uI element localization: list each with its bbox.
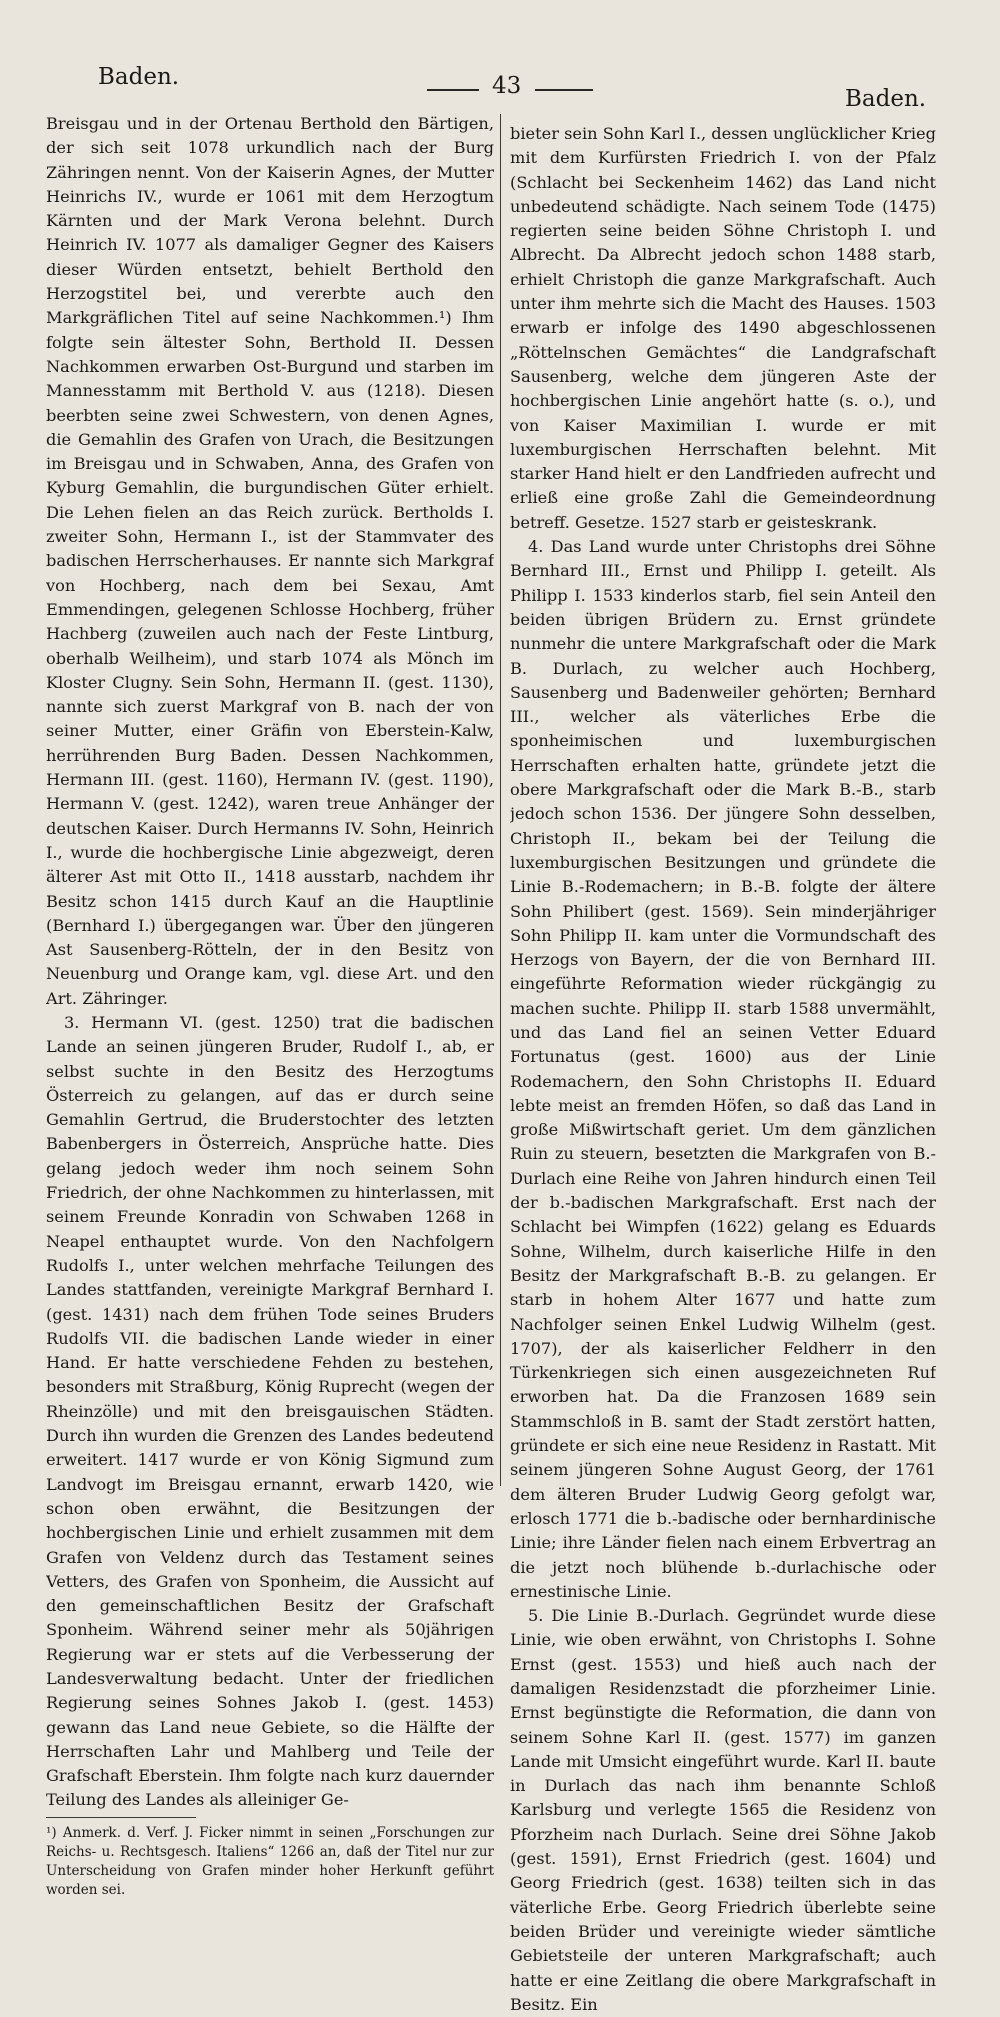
footnote: ¹) Anmerk. d. Verf. J. Ficker nimmt in seinen „Forschungen zur Reichs- u. Rechtsgesch. Italiens“ 1266 an, daß der Titel nur zur Unterscheidung von Grafen minder hoher Herkunft geführt worden sei.	[46, 1824, 494, 1898]
header-dash-right	[535, 89, 593, 91]
right-paragraph-2: 4. Das Land wurde unter Christophs drei Söhne Bernhard III., Ernst und Philipp I. geteilt. Als Philipp I. 1533 kinderlos starb, fiel sein Anteil den beiden übrigen Brüdern zu. Ernst gründete nunmehr die untere Markgrafschaft oder die Mark B. Durlach, zu welcher auch Hochberg, Sausenberg und Badenweiler gehörten; Bernhard III., welcher als väterliches Erbe die sponheimischen und luxemburgischen Herrschaften erhalten hatte, gründete jetzt die obere Markgrafschaft oder die Mark B.-B., starb jedoch schon 1536. Der jüngere Sohn desselben, Christoph II., bekam bei der Teilung die luxemburgischen Besitzungen und gründete die Linie B.-Rodemachern; in B.-B. folgte der ältere Sohn Philibert (gest. 1569). Sein minderjähriger Sohn Philipp II. kam unter die Vormundschaft des Herzogs von Bayern, der die von Bernhard III. eingeführte Reformation wieder rückgängig zu machen suchte. Philipp II. starb 1588 unvermählt, und das Land fiel an seinen Vetter Eduard Fortunatus (gest. 1600) aus der Linie Rodemachern, den Sohn Christophs II. Eduard lebte meist an fremden Höfen, so daß das Land in große Mißwirtschaft geriet. Um dem gänzlichen Ruin zu steuern, besetzten die Markgrafen von B.-Durlach eine Reihe von Jahren hindurch einen Teil der b.-badischen Markgrafschaft. Erst nach der Schlacht bei Wimpfen (1622) gelang es Eduards Sohne, Wilhelm, durch kaiserliche Hilfe in den Besitz der Markgrafschaft B.-B. zu gelangen. Er starb in hohem Alter 1677 und hatte zum Nachfolger seinen Enkel Ludwig Wilhelm (gest. 1707), der als kaiserlicher Feldherr in den Türkenkriegen sich einen ausgezeichneten Ruf erworben hat. Da die Franzosen 1689 sein Stammschloß in B. samt der Stadt zerstört hatten, gründete er sich eine neue Residenz in Rastatt. Mit seinem jüngeren Sohne August Georg, der 1761 dem älteren Bruder Ludwig Georg gefolgt war, erlosch 1771 die b.-badische oder bernhardinische Linie; ihre Länder fielen nach einem Erbvertrag an die jetzt noch blühende b.-durlachische oder ernestinische Linie.	[510, 537, 936, 1601]
footnote-rule	[46, 1817, 196, 1818]
left-column	[46, 112, 494, 1900]
right-column	[510, 122, 936, 2017]
running-header-left: Baden.	[98, 64, 180, 90]
page-number: 43	[492, 73, 522, 99]
header-dash-left	[427, 89, 479, 91]
right-paragraph-1: bieter sein Sohn Karl I., dessen unglücklicher Krieg mit dem Kurfürsten Friedrich I. von der Pfalz (Schlacht bei Seckenheim 1462) das Land nicht unbedeutend schädigte. Nach seinem Tode (1475) regierten seine beiden Söhne Christoph I. und Albrecht. Da Albrecht jedoch schon 1488 starb, erhielt Christoph die ganze Markgrafschaft. Auch unter ihm mehrte sich die Macht des Hauses. 1503 erwarb er infolge des 1490 abgeschlossenen „Röttelnschen Gemächtes“ die Landgrafschaft Sausenberg, welche dem jüngeren Aste der hochbergischen Linie angehört hatte (s. o.), und von Kaiser Maximilian I. wurde er mit luxemburgischen Herrschaften belehnt. Mit starker Hand hielt er den Landfrieden aufrecht und erließ eine große Zahl die Gemeindeordnung betreff. Gesetze. 1527 starb er geisteskrank.	[510, 124, 936, 532]
right-paragraph-3: 5. Die Linie B.-Durlach. Gegründet wurde diese Linie, wie oben erwähnt, von Christophs I. Sohne Ernst (gest. 1553) und hieß auch nach der damaligen Residenzstadt die pforzheimer Linie. Ernst begünstigte die Reformation, die dann von seinem Sohne Karl II. (gest. 1577) im ganzen Lande mit Umsicht eingeführt wurde. Karl II. baute in Durlach das nach ihm benannte Schloß Karlsburg und verlegte 1565 die Residenz von Pforzheim nach Durlach. Seine drei Söhne Jakob (gest. 1591), Ernst Friedrich (gest. 1604) und Georg Friedrich (gest. 1638) teilten sich in das väterliche Erbe. Georg Friedrich überlebte seine beiden Brüder und vereinigte wieder sämtliche Gebietsteile der unteren Markgrafschaft; auch hatte er eine Zeitlang die obere Markgrafschaft in Besitz. Ein	[510, 1606, 936, 2014]
running-header-right: Baden.	[845, 86, 927, 112]
column-divider	[500, 114, 501, 1486]
left-paragraph-2: 3. Hermann VI. (gest. 1250) trat die badischen Lande an seinen jüngeren Bruder, Rudolf I., ab, er selbst suchte in den Besitz des Herzogtums Österreich zu gelangen, auf das er durch seine Gemahlin Gertrud, die Bruderstochter des letzten Babenbergers in Österreich, Ansprüche hatte. Dies gelang jedoch weder ihm noch seinem Sohn Friedrich, der ohne Nachkommen zu hinterlassen, mit seinem Freunde Konradin von Schwaben 1268 in Neapel enthauptet wurde. Von den Nachfolgern Rudolfs I., unter welchen mehrfache Teilungen des Landes stattfanden, vereinigte Markgraf Bernhard I. (gest. 1431) nach dem frühen Tode seines Bruders Rudolfs VII. die badischen Lande wieder in einer Hand. Er hatte verschiedene Fehden zu bestehen, besonders mit Straßburg, König Ruprecht (wegen der Rheinzölle) und mit den breisgauischen Städten. Durch ihn wurden die Grenzen des Landes bedeutend erweitert. 1417 wurde er von König Sigmund zum Landvogt im Breisgau ernannt, erwarb 1420, wie schon oben erwähnt, die Besitzungen der hochbergischen Linie und erhielt zusammen mit dem Grafen von Veldenz durch das Testament seines Vetters, des Grafen von Sponheim, die Aussicht auf den gemeinschaftlichen Besitz der Grafschaft Sponheim. Während seiner mehr als 50jährigen Regierung war er stets auf die Verbesserung der Landesverwaltung bedacht. Unter der friedlichen Regierung seines Sohnes Jakob I. (gest. 1453) gewann das Land neue Gebiete, so die Hälfte der Herrschaften Lahr und Mahlberg und Teile der Grafschaft Eberstein. Ihm folgte nach kurz dauernder Teilung des Landes als alleiniger Ge-	[46, 1012, 494, 1810]
left-paragraph-1: Breisgau und in der Ortenau Berthold den Bärtigen, der sich seit 1078 urkundlich nach der Burg Zähringen nennt. Von der Kaiserin Agnes, der Mutter Heinrichs IV., wurde er 1061 mit dem Herzogtum Kärnten und der Mark Verona belehnt. Durch Heinrich IV. 1077 als damaliger Gegner des Kaisers dieser Würden entsetzt, behielt Berthold den Herzogstitel bei, und vererbte auch den Markgräflichen Titel auf seine Nachkommen.¹) Ihm folgte sein ältester Sohn, Berthold II. Dessen Nachkommen erwarben Ost-Burgund und starben im Mannesstamm mit Berthold V. aus (1218). Diesen beerbten seine zwei Schwestern, von denen Agnes, die Gemahlin des Grafen von Urach, die Besitzungen im Breisgau und in Schwaben, Anna, des Grafen von Kyburg Gemahlin, die burgundischen Güter erhielt. Die Lehen fielen an das Reich zurück. Bertholds I. zweiter Sohn, Hermann I., ist der Stammvater des badischen Herrscherhauses. Er nannte sich Markgraf von Hochberg, nach dem bei Sexau, Amt Emmendingen, gelegenen Schlosse Hochberg, früher Hachberg (zuweilen auch nach der Feste Lintburg, oberhalb Weilheim), und starb 1074 als Mönch im Kloster Clugny. Sein Sohn, Hermann II. (gest. 1130), nannte sich zuerst Markgraf von B. nach der von seiner Mutter, einer Gräfin von Eberstein-Kalw, herrührenden Burg Baden. Dessen Nachkommen, Hermann III. (gest. 1160), Hermann IV. (gest. 1190), Hermann V. (gest. 1242), waren treue Anhänger der deutschen Kaiser. Durch Hermanns IV. Sohn, Heinrich I., wurde die hochbergische Linie abgezweigt, deren älterer Ast mit Otto II., 1418 ausstarb, nachdem ihr Besitz schon 1415 durch Kauf an die Hauptlinie (Bernhard I.) übergegangen war. Über den jüngeren Ast Sausenberg-Rötteln, der in den Besitz von Neuenburg und Orange kam, vgl. diese Art. und den Art. Zähringer.	[46, 114, 494, 1008]
